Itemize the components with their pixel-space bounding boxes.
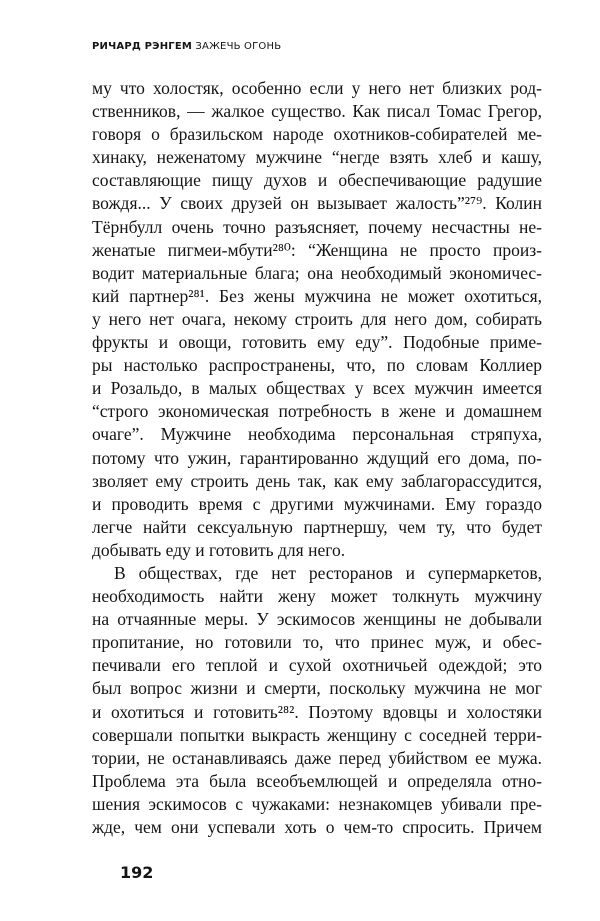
text-line: был вопрос жизни и смерти, поскольку мужчина не мог <box>92 678 542 699</box>
text-line: водит материальные блага; она необходимый экономичес- <box>92 262 542 283</box>
text-line: Тёрнбулл очень точно разъясняет, почему несчастны не- <box>92 216 542 237</box>
text-line: совершали попытки выкрасть женщину с соседней терри- <box>92 724 542 745</box>
text-line: вождя... У своих друзей он вызывает жалость”²⁷⁹. Колин <box>92 193 542 214</box>
paragraph-1 <box>92 77 542 562</box>
running-header <box>92 41 281 52</box>
text-line: зволяет ему строить день так, как ему заблагорассудится, <box>92 470 542 491</box>
text-line: тории, не останавливаясь даже перед убийством ее мужа. <box>92 747 542 768</box>
text-line: фрукты и овощи, готовить ему еду”. Подобные приме- <box>92 332 542 353</box>
text-line: и охотиться и готовить²⁸². Поэтому вдовцы и холостяки <box>92 701 542 722</box>
text-line: очаге”. Мужчине необходима персональная стряпуха, <box>92 424 542 445</box>
text-line: жде, чем они успевали хоть о чем-то спросить. Причем <box>92 817 542 837</box>
text-line: кий партнер²⁸¹. Без жены мужчина не может охотиться, <box>92 285 542 306</box>
text-line: необходимость найти жену может толкнуть мужчину <box>92 586 542 607</box>
paragraph-2 <box>92 562 542 839</box>
text-line: Проблема эта была всеобъемлющей и определяла отно- <box>92 770 542 791</box>
running-header-author: РИЧАРД РЭНГЕМ <box>92 41 193 52</box>
text-line: составляющие пищу духов и обеспечивающие радушие <box>92 170 542 191</box>
text-line: хинаку, неженатому мужчине “негде взять хлеб и кашу, <box>92 147 542 168</box>
text-line: на отчаянные меры. У эскимосов женщины не добывали <box>92 609 542 630</box>
body-text <box>92 77 542 839</box>
text-line: ственников, — жалкое существо. Как писал Томас Грегор, <box>92 101 542 122</box>
text-line: и проводить время с другими мужчинами. Ему гораздо <box>92 493 542 514</box>
page-number: 192 <box>120 863 154 882</box>
text-line: му что холостяк, особенно если у него нет близких род- <box>92 78 542 98</box>
text-line: у него нет очага, некому строить для него дом, собирать <box>92 308 542 329</box>
text-line: шения эскимосов с чужаками: незнакомцев убивали пре- <box>92 793 542 814</box>
text-line: печивали его теплой и сухой охотничьей одеждой; это <box>92 655 542 676</box>
text-line: “строго экономическая потребность в жене и домашнем <box>92 401 542 422</box>
text-line: ры настолько распространены, что, по словам Коллиер <box>92 355 542 376</box>
text-line: говоря о бразильском народе охотников-собирателей ме- <box>92 124 542 145</box>
text-line: добывать еду и готовить для него. <box>92 539 346 560</box>
running-header-book-title: ЗАЖЕЧЬ ОГОНЬ <box>195 41 282 52</box>
text-line: В обществах, где нет ресторанов и супермаркетов, <box>114 562 542 583</box>
text-line: женатые пигмеи-мбути²⁸⁰: “Женщина не просто произ- <box>92 239 542 260</box>
text-line: пропитание, но готовили то, что принес муж, и обес- <box>92 632 542 653</box>
text-line: и Розальдо, в малых обществах у всех мужчин имеется <box>92 378 542 399</box>
text-line: легче найти сексуальную партнершу, чем ту, что будет <box>92 516 542 537</box>
text-line: потому что ужин, гарантированно ждущий его дома, по- <box>92 447 542 468</box>
